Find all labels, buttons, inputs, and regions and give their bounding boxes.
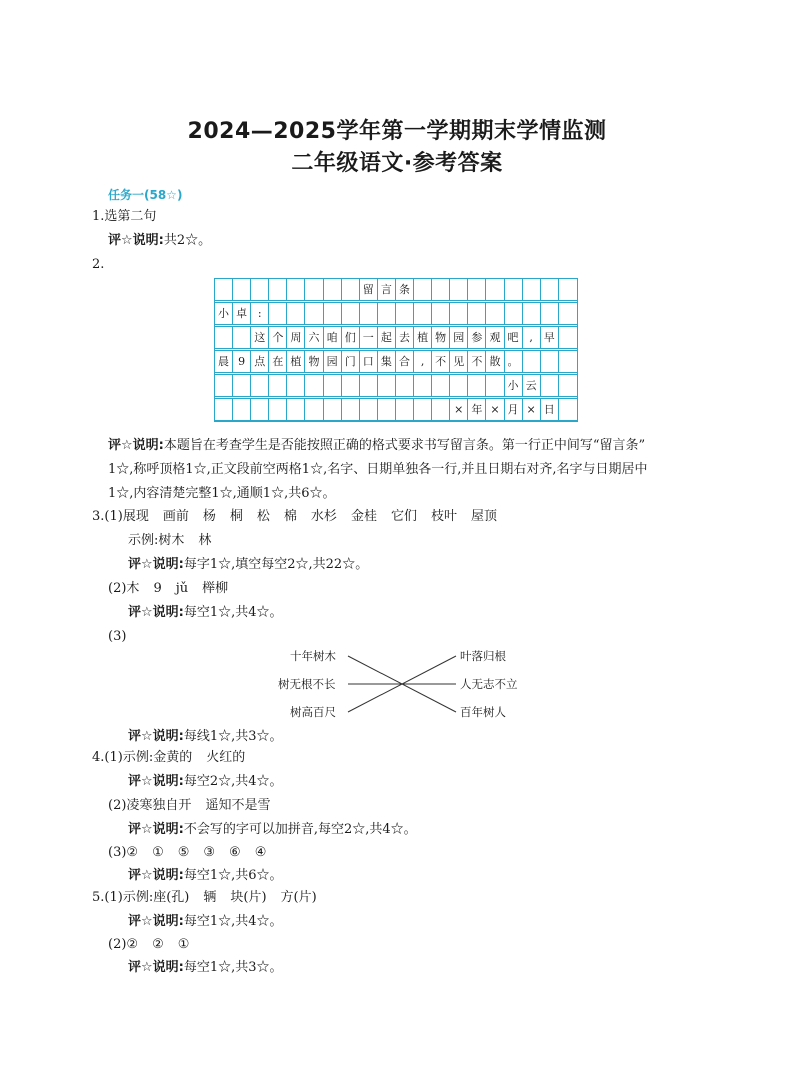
grid-cell: 不 xyxy=(468,351,486,372)
grid-cell xyxy=(324,399,342,420)
grid-cell xyxy=(486,375,504,396)
grid-cell xyxy=(414,303,432,324)
grid-cell xyxy=(559,303,577,324)
grid-cell xyxy=(324,303,342,324)
grid-cell xyxy=(468,303,486,324)
grid-cell: 在 xyxy=(269,351,287,372)
grid-cell xyxy=(305,399,323,420)
part-label: (1)示例: xyxy=(104,750,154,765)
grid-cell xyxy=(559,327,577,348)
part-label: (3) xyxy=(108,845,127,860)
grid-cell xyxy=(541,279,559,300)
answer-item: ③ xyxy=(203,845,216,860)
score-label: 评☆说明: xyxy=(108,438,164,453)
grid-cell: 个 xyxy=(269,327,287,348)
task-heading: 任务一(58☆) xyxy=(108,188,183,202)
answer-item: 棉 xyxy=(283,509,297,524)
score-label: 评☆说明: xyxy=(128,729,184,744)
matching-lines xyxy=(340,640,465,730)
grid-cell: 参 xyxy=(468,327,486,348)
q5-part1 xyxy=(92,888,317,908)
grid-cell xyxy=(233,327,251,348)
answer-item: 金黄的 xyxy=(153,750,193,765)
grid-cell xyxy=(251,375,269,396)
grid-cell xyxy=(215,279,233,300)
q3-score2 xyxy=(128,603,283,623)
grid-cell: 合 xyxy=(396,351,414,372)
grid-cell xyxy=(450,279,468,300)
answer-item: 金桂 xyxy=(350,509,377,524)
grid-cell xyxy=(450,303,468,324)
grid-cell xyxy=(269,279,287,300)
q1-number: 1. xyxy=(92,209,105,224)
grid-cell xyxy=(233,279,251,300)
grid-cell: 观 xyxy=(486,327,504,348)
example-item: 树木 xyxy=(158,533,185,548)
grid-cell: 园 xyxy=(450,327,468,348)
grid-cell: 口 xyxy=(360,351,378,372)
grid-cell: 9 xyxy=(233,351,251,372)
example-label: 示例: xyxy=(128,533,159,548)
page-title: 2024—2025学年第一学期期末学情监测 xyxy=(187,119,607,144)
grid-line xyxy=(215,324,577,325)
grid-cell xyxy=(305,375,323,396)
grid-cell xyxy=(432,279,450,300)
right-phrase: 人无志不立 xyxy=(460,677,518,691)
grid-cell xyxy=(269,303,287,324)
q4-part1 xyxy=(92,748,245,768)
grid-cell xyxy=(432,399,450,420)
grid-cell xyxy=(432,375,450,396)
grid-cell: 园 xyxy=(324,351,342,372)
grid-cell xyxy=(233,375,251,396)
left-phrase: 树高百尺 xyxy=(290,705,336,719)
answer-item: 块(片) xyxy=(230,890,267,905)
grid-cell xyxy=(541,351,559,372)
q3-number: 3. xyxy=(92,509,105,524)
part-label: (1) xyxy=(104,509,123,524)
grid-cell xyxy=(505,303,523,324)
answer-item: 枝叶 xyxy=(430,509,457,524)
grid-line xyxy=(215,348,577,349)
grid-cell: 六 xyxy=(305,327,323,348)
grid-cell xyxy=(324,279,342,300)
grid-cell xyxy=(486,303,504,324)
grid-cell xyxy=(523,303,541,324)
part-label: (1)示例: xyxy=(104,890,154,905)
grid-cell: 言 xyxy=(378,279,396,300)
answer-item: 座(孔) xyxy=(153,890,190,905)
answer-item: ⑥ xyxy=(229,845,241,860)
q4-number: 4. xyxy=(92,750,105,765)
grid-cell: 物 xyxy=(432,327,450,348)
grid-cell: , xyxy=(414,351,432,372)
grid-cell xyxy=(251,279,269,300)
grid-cell xyxy=(305,303,323,324)
answer-item: ② xyxy=(126,937,139,952)
grid-cell: 集 xyxy=(378,351,396,372)
grid-cell: 一 xyxy=(360,327,378,348)
grid-cell: 这 xyxy=(251,327,269,348)
q2-score-line-1 xyxy=(108,436,645,456)
q2-number: 2. xyxy=(92,257,105,272)
q5-number: 5. xyxy=(92,890,105,905)
grid-cell: 去 xyxy=(396,327,414,348)
grid-line xyxy=(215,300,577,301)
q2-score-line-3: 1☆,内容清楚完整1☆,通顺1☆,共6☆。 xyxy=(108,486,336,501)
right-phrase: 百年树人 xyxy=(460,705,506,719)
grid-cell: 不 xyxy=(432,351,450,372)
score-label: 评☆说明: xyxy=(128,774,184,789)
score-text: 本题旨在考查学生是否能按照正确的格式要求书写留言条。第一行正中间写“留言条” xyxy=(163,438,646,453)
grid-cell xyxy=(360,399,378,420)
part-label: (2) xyxy=(108,581,127,596)
grid-cell xyxy=(269,375,287,396)
grid-cell xyxy=(396,399,414,420)
answer-item: ① xyxy=(177,937,190,952)
grid-cell xyxy=(486,279,504,300)
score-text: 共2☆。 xyxy=(163,233,212,248)
answer-item: 9 xyxy=(153,581,162,596)
grid-cell xyxy=(342,375,360,396)
grid-line xyxy=(215,372,577,373)
grid-cell: 见 xyxy=(450,351,468,372)
message-note-grid xyxy=(214,278,578,422)
answer-item: jǔ xyxy=(175,581,189,596)
score-label: 评☆说明: xyxy=(128,914,184,929)
grid-cell xyxy=(378,399,396,420)
q5-part2 xyxy=(108,935,189,955)
answer-item: 杨 xyxy=(202,509,216,524)
grid-cell xyxy=(324,375,342,396)
grid-cell: 。 xyxy=(505,351,523,372)
grid-cell: 吧 xyxy=(505,327,523,348)
answer-item: 方(片) xyxy=(280,890,317,905)
answer-item: 凌寒独自开 xyxy=(126,798,192,813)
grid-cell xyxy=(523,279,541,300)
q3-part2 xyxy=(108,579,228,599)
q4-score3 xyxy=(128,866,283,886)
grid-cell xyxy=(287,399,305,420)
q4-part2 xyxy=(108,796,270,816)
q5-score2 xyxy=(128,958,283,978)
answer-item: 画前 xyxy=(162,509,189,524)
answer-item: ② xyxy=(152,937,164,952)
q2-score-line-2: 1☆,称呼顶格1☆,正文段前空两格1☆,名字、日期单独各一行,并且日期右对齐,名字与日期居中 xyxy=(108,462,648,477)
part-label: (2) xyxy=(108,937,127,952)
grid-cell xyxy=(287,375,305,396)
grid-cell: , xyxy=(523,327,541,348)
score-text: 每空1☆,共6☆。 xyxy=(183,868,283,883)
grid-cell xyxy=(269,399,287,420)
grid-cell: 植 xyxy=(287,351,305,372)
grid-cell: 条 xyxy=(396,279,414,300)
score-label: 评☆说明: xyxy=(128,960,184,975)
grid-cell: 散 xyxy=(486,351,504,372)
grid-cell xyxy=(450,375,468,396)
answer-item: 遥知不是雪 xyxy=(205,798,271,813)
grid-cell: 们 xyxy=(342,327,360,348)
score-text: 每线1☆,共3☆。 xyxy=(183,729,283,744)
grid-cell: 门 xyxy=(342,351,360,372)
grid-cell xyxy=(523,351,541,372)
grid-cell xyxy=(342,399,360,420)
answer-item: 木 xyxy=(126,581,140,596)
q3-part3-label: (3) xyxy=(108,629,127,644)
grid-cell: 早 xyxy=(541,327,559,348)
answer-item: 榉柳 xyxy=(202,581,229,596)
grid-cell xyxy=(287,279,305,300)
grid-cell xyxy=(215,399,233,420)
q1-score xyxy=(108,231,211,251)
q3-score3 xyxy=(128,727,283,747)
grid-cell xyxy=(468,375,486,396)
left-phrase: 树无根不长 xyxy=(278,677,336,691)
grid-cell xyxy=(468,279,486,300)
grid-cell xyxy=(215,327,233,348)
score-label: 评☆说明: xyxy=(128,868,184,883)
grid-cell: 植 xyxy=(414,327,432,348)
answer-item: 水杉 xyxy=(310,509,337,524)
score-label: 评☆说明: xyxy=(128,822,184,837)
q3-score1 xyxy=(128,555,368,575)
q3-part1 xyxy=(92,507,497,527)
grid-cell: 月 xyxy=(505,399,523,420)
grid-cell: 点 xyxy=(251,351,269,372)
score-label: 评☆说明: xyxy=(128,557,184,572)
grid-line xyxy=(215,420,577,421)
grid-cell: : xyxy=(251,303,269,324)
q1-answer: 选第二句 xyxy=(104,209,157,224)
answer-item: 它们 xyxy=(390,509,417,524)
grid-cell xyxy=(559,399,577,420)
grid-cell xyxy=(342,279,360,300)
part-label: (2) xyxy=(108,798,127,813)
grid-cell: 晨 xyxy=(215,351,233,372)
grid-cell xyxy=(215,375,233,396)
grid-cell xyxy=(396,375,414,396)
grid-cell xyxy=(559,279,577,300)
q4-score1 xyxy=(128,772,283,792)
grid-cell: 云 xyxy=(523,375,541,396)
grid-cell: 物 xyxy=(305,351,323,372)
q4-part3 xyxy=(108,843,266,863)
score-label: 评☆说明: xyxy=(128,605,184,620)
score-text: 每空1☆,共4☆。 xyxy=(183,914,283,929)
example-item: 林 xyxy=(198,533,212,548)
grid-cell xyxy=(414,279,432,300)
grid-cell: 咱 xyxy=(324,327,342,348)
grid-cell xyxy=(342,303,360,324)
grid-cell: 留 xyxy=(360,279,378,300)
grid-cell: × xyxy=(450,399,468,420)
grid-cell: 起 xyxy=(378,327,396,348)
answer-item: 屋顶 xyxy=(470,509,497,524)
grid-cell xyxy=(360,303,378,324)
grid-cell: 周 xyxy=(287,327,305,348)
score-text: 每空2☆,共4☆。 xyxy=(183,774,283,789)
grid-cell xyxy=(505,279,523,300)
page-subtitle: 二年级语文·参考答案 xyxy=(291,151,503,176)
right-phrase: 叶落归根 xyxy=(460,649,506,663)
grid-cell xyxy=(559,375,577,396)
answer-item: ① xyxy=(152,845,164,860)
grid-cell xyxy=(414,399,432,420)
q1-line xyxy=(92,207,156,227)
answer-item: ② xyxy=(126,845,139,860)
grid-cell xyxy=(305,279,323,300)
grid-line xyxy=(215,396,577,397)
grid-cell xyxy=(432,303,450,324)
grid-cell xyxy=(559,351,577,372)
grid-cell: × xyxy=(486,399,504,420)
left-phrase: 十年树木 xyxy=(290,649,336,663)
grid-cell xyxy=(541,375,559,396)
grid-cell xyxy=(414,375,432,396)
answer-item: 辆 xyxy=(203,890,217,905)
grid-cell xyxy=(360,375,378,396)
q3-example xyxy=(128,531,211,551)
answer-item: 火红的 xyxy=(206,750,246,765)
grid-cell: 小 xyxy=(215,303,233,324)
score-text: 每字1☆,填空每空2☆,共22☆。 xyxy=(183,557,369,572)
answer-item: 桐 xyxy=(229,509,243,524)
grid-cell xyxy=(541,303,559,324)
answer-item: 松 xyxy=(256,509,270,524)
q5-score1 xyxy=(128,912,283,932)
grid-cell xyxy=(287,303,305,324)
answer-item: ④ xyxy=(254,845,267,860)
grid-cell xyxy=(251,399,269,420)
answer-item: 展现 xyxy=(122,509,149,524)
grid-cell xyxy=(396,303,414,324)
grid-cell: × xyxy=(523,399,541,420)
grid-cell xyxy=(378,375,396,396)
grid-cell: 年 xyxy=(468,399,486,420)
grid-cell xyxy=(233,399,251,420)
grid-cell xyxy=(378,303,396,324)
grid-cell: 日 xyxy=(541,399,559,420)
grid-cell: 小 xyxy=(505,375,523,396)
q4-score2 xyxy=(128,820,417,840)
score-text: 每空1☆,共3☆。 xyxy=(183,960,283,975)
score-text: 每空1☆,共4☆。 xyxy=(183,605,283,620)
score-label: 评☆说明: xyxy=(108,233,164,248)
answer-item: ⑤ xyxy=(177,845,190,860)
grid-cell: 卓 xyxy=(233,303,251,324)
score-text: 不会写的字可以加拼音,每空2☆,共4☆。 xyxy=(183,822,417,837)
